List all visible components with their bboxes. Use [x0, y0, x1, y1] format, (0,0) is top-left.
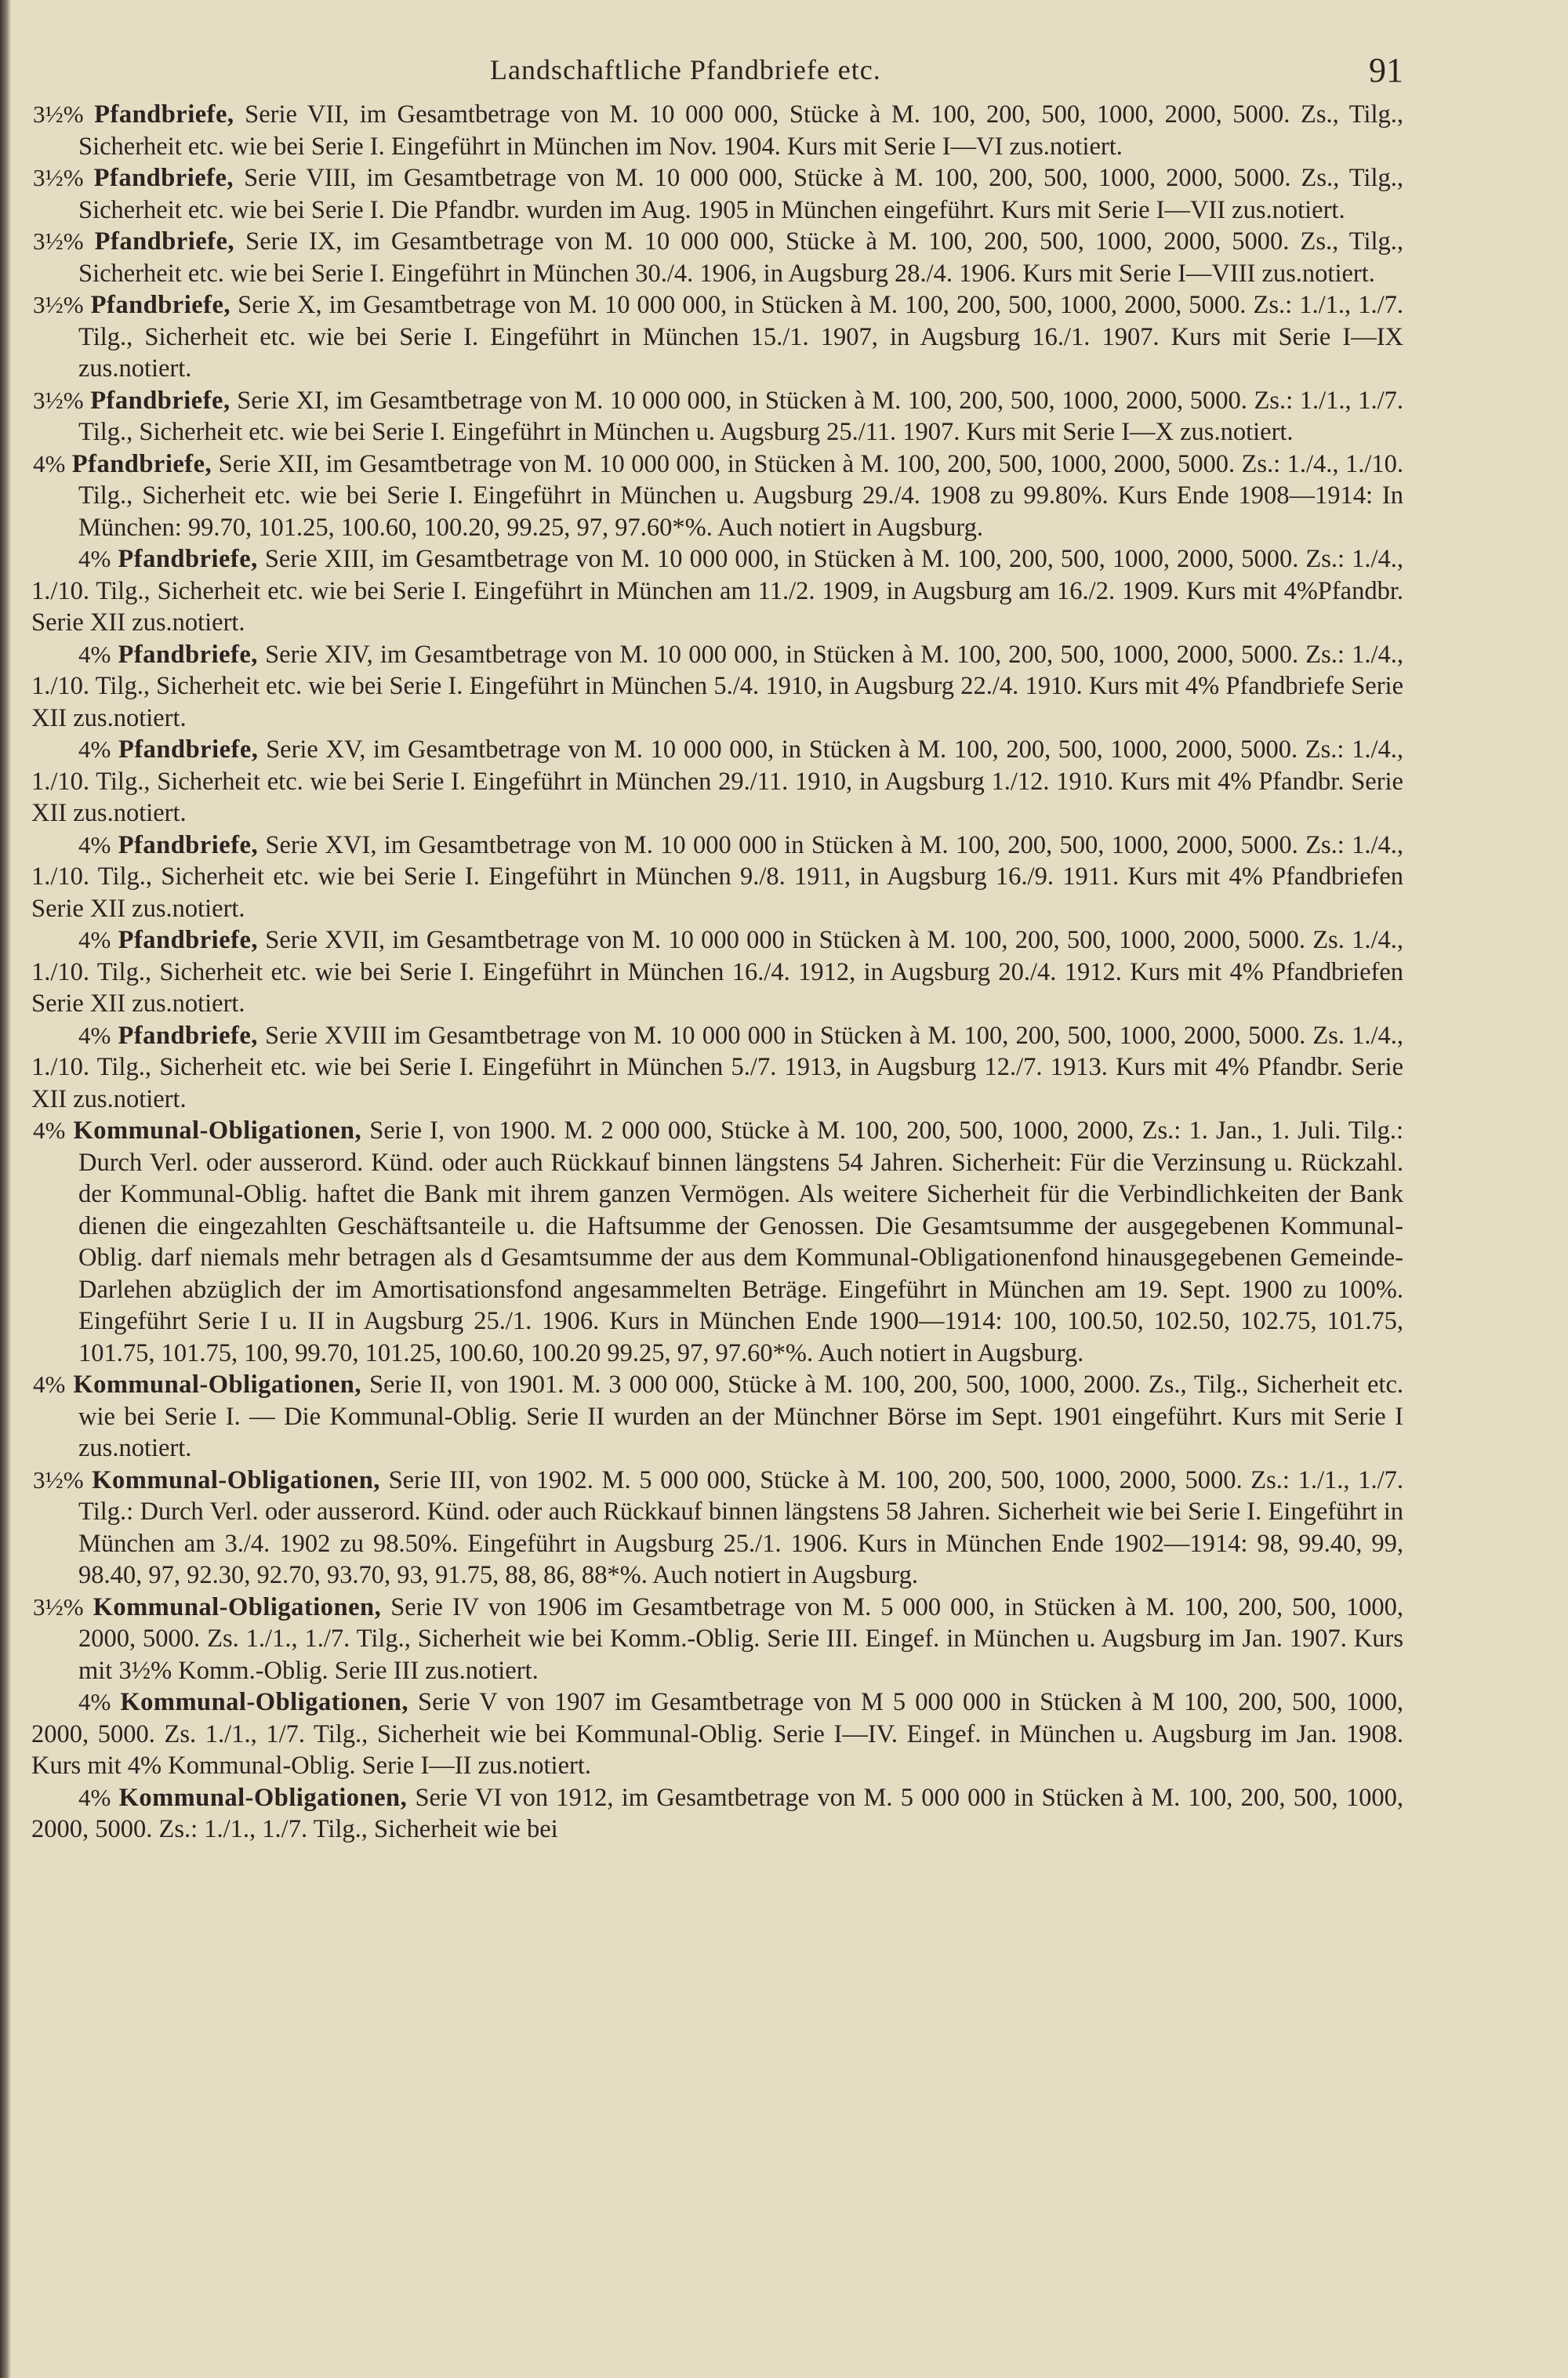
- entry-pfandbriefe-serie-xii: [31, 448, 1403, 544]
- entry-pfandbriefe-serie-x: [31, 289, 1403, 385]
- entry-text: Serie IX, im Gesamtbetrage von M. 10 000 000, Stücke à M. 100, 200, 500, 1000, 2000, 5000. Zs., Tilg., Sicherheit etc. wie bei Serie I. Eingeführt in München 30./4. 1906, in Augsburg 28./4. 1906. Kurs mit Serie I—VIII zus.notiert.: [78, 227, 1403, 288]
- entry-kommunal-serie-iv: [31, 1592, 1403, 1687]
- entry-heading: Kommunal-Obligationen,: [73, 1116, 362, 1145]
- entry-text: Serie XVI, im Gesamtbetrage von M. 10 000 000 in Stücken à M. 100, 200, 500, 1000, 2000, 5000. Zs.: 1./4., 1./10. Tilg., Sicherheit etc. wie bei Serie I. Eingeführt in München 9./8. 1911, in Augsburg 16./9. 1911. Kurs mit 4% Pfandbriefen Serie XII zus.notiert.: [31, 830, 1404, 923]
- entry-text: Serie XI, im Gesamtbetrage von M. 10 000 000, in Stücken à M. 100, 200, 500, 1000, 2000, 5000. Zs.: 1./1., 1./7. Tilg., Sicherheit etc. wie bei Serie I. Eingeführt in München u. Augsburg 25./11. 1907. Kurs mit Serie I—X zus.notiert.: [78, 386, 1404, 446]
- entry-heading: Pfandbriefe,: [118, 1021, 258, 1050]
- entry-text: Serie XII, im Gesamtbetrage von M. 10 000 000, in Stücken à M. 100, 200, 500, 1000, 2000, 5000. Zs.: 1./4., 1./10. Tilg., Sicherheit etc. wie bei Serie I. Eingeführt in München u. Augsburg 29./4. 1908 zu 99.80%. Kurs Ende 1908—1914: In München: 99.70, 101.25, 100.60, 100.20, 99.25, 97, 97.60*%. Auch notiert in Augsburg.: [78, 449, 1404, 542]
- entry-pfandbriefe-serie-xv: [31, 734, 1403, 830]
- interest-rate: 3½%: [33, 386, 84, 414]
- entry-text: Serie VI von 1912, im Gesamtbetrage von M. 5 000 000 in Stücken à M. 100, 200, 500, 1000, 2000, 5000. Zs.: 1./1., 1./7. Tilg., Sicherheit wie bei: [31, 1783, 1404, 1843]
- page-number: 91: [1369, 51, 1403, 89]
- interest-rate: 4%: [78, 1688, 111, 1715]
- entry-list: [31, 99, 1403, 1846]
- entry-pfandbriefe-serie-xi: [31, 385, 1403, 448]
- interest-rate: 3½%: [33, 1592, 84, 1621]
- interest-rate: 4%: [78, 735, 111, 763]
- interest-rate: 4%: [78, 545, 111, 572]
- running-header: [31, 39, 1403, 99]
- entry-pfandbriefe-serie-vii: [31, 99, 1403, 162]
- entry-text: Serie I, von 1900. M. 2 000 000, Stücke à M. 100, 200, 500, 1000, 2000, Zs.: 1. Jan., 1. Juli. Tilg.: Durch Verl. oder ausserord. Künd. oder auch Rückkauf binnen längstens 54 Jahren. Sicherheit: Für die Verzinsung u. Rückzahl. der Kommunal-Oblig. haftet die Bank mit ihrem ganzen Vermögen. Als weitere Sicherheit für die Verbindlichkeiten der Bank dienen die eingezahlten Geschäftsanteile u. die Haftsumme der Genossen. Die Gesamtsumme der ausgegebenen Kommunal-Oblig. darf niemals mehr betragen als d Gesamtsumme der aus dem Kommunal-Obligationenfond hinausgegebenen Gemeinde-Darlehen abzüglich der im Amortisationsfond angesammelten Beträge. Eingeführt in München am 19. Sept. 1900 zu 100%. Eingeführt Serie I u. II in Augsburg 25./1. 1906. Kurs in München Ende 1900—1914: 100, 100.50, 102.50, 102.75, 101.75, 101.75, 101.75, 100, 99.70, 101.25, 100.60, 100.20 99.25, 97, 97.60*%. Auch notiert in Augsburg.: [78, 1116, 1404, 1367]
- entry-heading: Pfandbriefe,: [118, 830, 259, 859]
- entry-pfandbriefe-serie-ix: [31, 226, 1403, 289]
- entry-kommunal-serie-v: [31, 1686, 1403, 1782]
- entry-text: Serie II, von 1901. M. 3 000 000, Stücke à M. 100, 200, 500, 1000, 2000. Zs., Tilg., Sicherheit etc. wie bei Serie I. — Die Kommunal-Oblig. Serie II wurden an der Münchner Börse im Sept. 1901 eingeführt. Kurs mit Serie I zus.notiert.: [78, 1371, 1404, 1462]
- entry-heading: Kommunal-Obligationen,: [120, 1688, 409, 1716]
- entry-heading: Pfandbriefe,: [94, 100, 234, 129]
- entry-text: Serie V von 1907 im Gesamtbetrage von M 5 000 000 in Stücken à M 100, 200, 500, 1000, 2000, 5000. Zs. 1./1., 1/7. Tilg., Sicherheit wie bei Kommunal-Oblig. Serie I—IV. Eingef. in München u. Augsburg im Jan. 1908. Kurs mit 4% Kommunal-Oblig. Serie I—II zus.notiert.: [31, 1688, 1403, 1780]
- entry-text: Serie XVII, im Gesamtbetrage von M. 10 000 000 in Stücken à M. 100, 200, 500, 1000, 2000, 5000. Zs. 1./4., 1./10. Tilg., Sicherheit etc. wie bei Serie I. Eingeführt in München 16./4. 1912, in Augsburg 20./4. 1912. Kurs mit 4% Pfandbriefen Serie XII zus.notiert.: [31, 926, 1403, 1018]
- entry-heading: Kommunal-Obligationen,: [93, 1592, 382, 1621]
- interest-rate: 3½%: [33, 100, 84, 128]
- entry-heading: Pfandbriefe,: [71, 449, 212, 478]
- entry-heading: Pfandbriefe,: [93, 164, 234, 192]
- entry-heading: Pfandbriefe,: [118, 735, 259, 764]
- interest-rate: 4%: [33, 1371, 66, 1398]
- entry-kommunal-serie-iii: [31, 1465, 1403, 1592]
- entry-kommunal-serie-i: [31, 1115, 1403, 1369]
- entry-heading: Pfandbriefe,: [94, 227, 235, 256]
- entry-pfandbriefe-serie-xiv: [31, 639, 1403, 735]
- entry-text: Serie VII, im Gesamtbetrage von M. 10 000 000, Stücke à M. 100, 200, 500, 1000, 2000, 5000. Zs., Tilg., Sicherheit etc. wie bei Serie I. Eingeführt in München im Nov. 1904. Kurs mit Serie I—VI zus.notiert.: [78, 100, 1403, 161]
- entry-heading: Pfandbriefe,: [118, 545, 258, 573]
- entry-heading: Kommunal-Obligationen,: [92, 1465, 380, 1494]
- entry-text: Serie VIII, im Gesamtbetrage von M. 10 000 000, Stücke à M. 100, 200, 500, 1000, 2000, 5000. Zs., Tilg., Sicherheit etc. wie bei Serie I. Die Pfandbr. wurden im Aug. 1905 in München eingeführt. Kurs mit Serie I—VII zus.notiert.: [78, 164, 1403, 224]
- interest-rate: 4%: [78, 640, 111, 668]
- entry-text: Serie III, von 1902. M. 5 000 000, Stücke à M. 100, 200, 500, 1000, 2000, 5000. Zs.: 1./1., 1./7. Tilg.: Durch Verl. oder ausserord. Künd. oder auch Rückkauf binnen längstens 58 Jahren. Sicherheit wie bei Serie I. Eingeführt in München am 3./4. 1902 zu 98.50%. Eingeführt in Augsburg 25./1. 1906. Kurs in München Ende 1902—1914: 98, 99.40, 99, 98.40, 97, 92.30, 92.70, 93.70, 93, 91.75, 88, 86, 88*%. Auch notiert in Augsburg.: [78, 1465, 1403, 1589]
- entry-kommunal-serie-ii: [31, 1369, 1403, 1465]
- entry-heading: Pfandbriefe,: [118, 926, 258, 954]
- entry-heading: Pfandbriefe,: [118, 640, 258, 669]
- entry-kommunal-serie-vi: [31, 1782, 1403, 1846]
- entry-text: Serie IV von 1906 im Gesamtbetrage von M. 5 000 000, in Stücken à M. 100, 200, 500, 1000, 2000, 5000. Zs. 1./1., 1./7. Tilg., Sicherheit wie bei Komm.-Oblig. Serie III. Eingef. in München u. Augsburg im Jan. 1907. Kurs mit 3½% Komm.-Oblig. Serie III zus.notiert.: [78, 1592, 1404, 1685]
- document-page: [31, 39, 1403, 2360]
- book-spine-shadow: [0, 0, 11, 2378]
- interest-rate: 4%: [78, 1783, 111, 1811]
- entry-text: Serie X, im Gesamtbetrage von M. 10 000 000, in Stücken à M. 100, 200, 500, 1000, 2000, 5000. Zs.: 1./1., 1./7. Tilg., Sicherheit etc. wie bei Serie I. Eingeführt in München 15./1. 1907, in Augsburg 16./1. 1907. Kurs mit Serie I—IX zus.notiert.: [78, 291, 1403, 383]
- entry-heading: Kommunal-Obligationen,: [73, 1371, 361, 1399]
- entry-text: Serie XV, im Gesamtbetrage von M. 10 000 000, in Stücken à M. 100, 200, 500, 1000, 2000, 5000. Zs.: 1./4., 1./10. Tilg., Sicherheit etc. wie bei Serie I. Eingeführt in München 29./11. 1910, in Augsburg 1./12. 1910. Kurs mit 4% Pfandbr. Serie XII zus.notiert.: [31, 735, 1404, 827]
- entry-heading: Pfandbriefe,: [90, 386, 230, 415]
- interest-rate: 3½%: [33, 227, 84, 255]
- entry-heading: Pfandbriefe,: [90, 291, 231, 319]
- entry-pfandbriefe-serie-xviii: [31, 1020, 1403, 1116]
- entry-text: Serie XIII, im Gesamtbetrage von M. 10 000 000, in Stücken à M. 100, 200, 500, 1000, 2000, 5000. Zs.: 1./4., 1./10. Tilg., Sicherheit etc. wie bei Serie I. Eingeführt in München am 11./2. 1909, in Augsburg am 16./2. 1909. Kurs mit 4%Pfandbr. Serie XII zus.notiert.: [31, 545, 1403, 637]
- interest-rate: 4%: [33, 1116, 66, 1144]
- interest-rate: 4%: [78, 926, 111, 953]
- entry-text: Serie XVIII im Gesamtbetrage von M. 10 000 000 in Stücken à M. 100, 200, 500, 1000, 2000, 5000. Zs. 1./4., 1./10. Tilg., Sicherheit etc. wie bei Serie I. Eingeführt in München 5./7. 1913, in Augsburg 12./7. 1913. Kurs mit 4% Pfandbr. Serie XII zus.notiert.: [31, 1021, 1404, 1113]
- entry-pfandbriefe-serie-xvi: [31, 830, 1403, 925]
- interest-rate: 3½%: [33, 291, 84, 318]
- entry-pfandbriefe-serie-viii: [31, 162, 1403, 226]
- interest-rate: 3½%: [33, 164, 84, 191]
- entry-pfandbriefe-serie-xvii: [31, 924, 1403, 1020]
- entry-pfandbriefe-serie-xiii: [31, 543, 1403, 639]
- interest-rate: 4%: [33, 449, 66, 477]
- page-title: Landschaftliche Pfandbriefe etc.: [490, 54, 881, 85]
- entry-heading: Kommunal-Obligationen,: [118, 1783, 408, 1812]
- interest-rate: 4%: [78, 1021, 111, 1049]
- interest-rate: 4%: [78, 830, 111, 859]
- entry-text: Serie XIV, im Gesamtbetrage von M. 10 000 000, in Stücken à M. 100, 200, 500, 1000, 2000, 5000. Zs.: 1./4., 1./10. Tilg., Sicherheit etc. wie bei Serie I. Eingeführt in München 5./4. 1910, in Augsburg 22./4. 1910. Kurs mit 4% Pfandbriefe Serie XII zus.notiert.: [31, 640, 1403, 732]
- interest-rate: 3½%: [33, 1465, 84, 1494]
